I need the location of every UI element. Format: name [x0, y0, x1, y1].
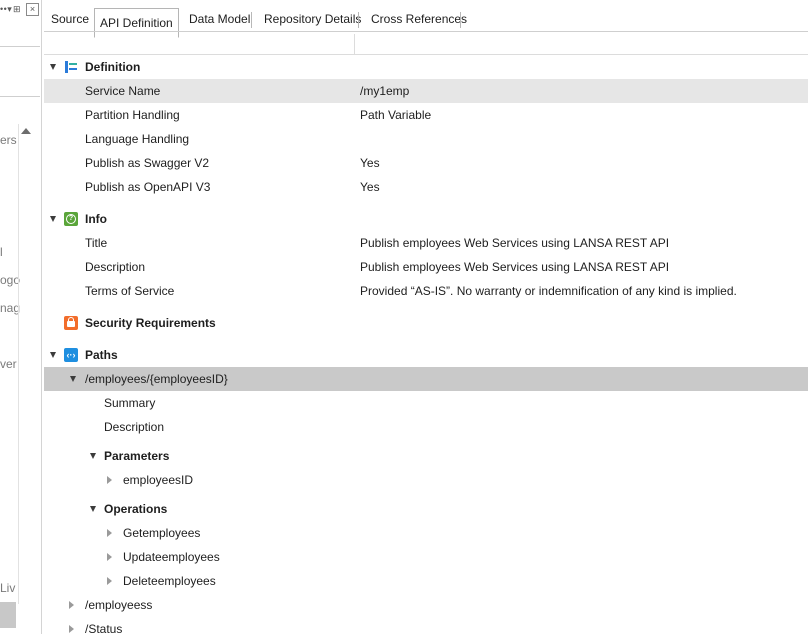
path-row[interactable]	[44, 593, 808, 617]
tab-data-model[interactable]: Data Model	[189, 12, 251, 26]
tab-api-definition[interactable]: API Definition	[94, 8, 179, 38]
tab-bar	[44, 6, 808, 32]
expand-closed-icon[interactable]	[107, 476, 112, 484]
path-label: /employees/{employeesID}	[85, 372, 228, 386]
property-label: Partition Handling	[85, 108, 180, 122]
property-label: Publish as Swagger V2	[85, 156, 210, 170]
lock-icon	[64, 316, 78, 330]
property-value[interactable]: Publish employees Web Services using LANSA REST API	[360, 236, 670, 250]
code-brackets-icon: ‹·›	[64, 348, 78, 362]
tab-source[interactable]: Source	[51, 12, 90, 26]
group-title: Parameters	[104, 449, 170, 463]
property-label: Title	[85, 236, 108, 250]
operation-row[interactable]	[44, 545, 808, 569]
tab-underline	[44, 31, 808, 32]
scroll-up-icon[interactable]	[21, 128, 31, 134]
panel-divider	[0, 46, 40, 47]
panel-text-fragment: Liv	[0, 581, 16, 595]
property-row[interactable]	[44, 175, 808, 199]
property-label: Description	[104, 420, 165, 434]
property-row[interactable]	[44, 127, 808, 151]
section-title: Security Requirements	[85, 316, 216, 330]
panel-text-fragment: ers	[0, 133, 17, 147]
path-row[interactable]	[44, 617, 808, 641]
close-icon[interactable]: ×	[26, 3, 39, 16]
section-paths[interactable]	[44, 343, 808, 367]
operation-label: Deleteemployees	[123, 574, 216, 588]
property-value[interactable]: Provided “AS-IS”. No warranty or indemnification of any kind is implied.	[360, 284, 737, 298]
panel-text-fragment: nag	[0, 301, 21, 315]
operation-row[interactable]	[44, 569, 808, 593]
expand-closed-icon[interactable]	[107, 553, 112, 561]
property-value[interactable]: Path Variable	[360, 108, 432, 122]
operation-label: Updateemployees	[123, 550, 220, 564]
property-label: Publish as OpenAPI V3	[85, 180, 211, 194]
panel-scrollbar[interactable]	[18, 124, 33, 604]
left-panel	[0, 0, 42, 634]
property-row[interactable]	[44, 391, 808, 415]
property-row[interactable]	[44, 279, 808, 303]
property-row[interactable]	[44, 103, 808, 127]
parameter-label: employeesID	[123, 473, 194, 487]
tab-separator	[460, 12, 461, 28]
panel-text-fragment: l	[0, 245, 3, 259]
grid-header	[44, 34, 808, 55]
path-label: /Status	[85, 622, 123, 636]
panel-controls	[0, 4, 41, 18]
tab-separator	[358, 12, 359, 28]
expand-closed-icon[interactable]	[107, 577, 112, 585]
property-value[interactable]: /my1emp	[360, 84, 410, 98]
section-title: Paths	[85, 348, 118, 362]
panel-text-fragment: ogo	[0, 273, 21, 287]
property-row[interactable]	[44, 415, 808, 439]
expand-open-icon[interactable]	[70, 376, 76, 382]
column-divider[interactable]	[354, 34, 355, 54]
property-row[interactable]	[44, 255, 808, 279]
operation-label: Getemployees	[123, 526, 201, 540]
panel-selected-item[interactable]	[0, 602, 16, 628]
expand-closed-icon[interactable]	[69, 601, 74, 609]
expand-open-icon[interactable]	[50, 352, 56, 358]
expand-open-icon[interactable]	[90, 453, 96, 459]
menu-dots-icon[interactable]: • • ▾	[0, 4, 11, 14]
section-title: Info	[85, 212, 107, 226]
property-label: Description	[85, 260, 146, 274]
property-value[interactable]: Yes	[360, 180, 380, 194]
property-value[interactable]: Publish employees Web Services using LANSA REST API	[360, 260, 670, 274]
property-label: Summary	[104, 396, 156, 410]
group-title: Operations	[104, 502, 168, 516]
property-label: Terms of Service	[85, 284, 175, 298]
panel-text-fragment: ver	[0, 357, 17, 371]
tab-cross-references[interactable]: Cross References	[371, 12, 468, 26]
property-row[interactable]	[44, 79, 808, 103]
tab-separator	[251, 12, 252, 28]
tab-repository-details[interactable]: Repository Details	[264, 12, 362, 26]
path-row[interactable]	[44, 367, 808, 391]
panel-divider	[0, 96, 40, 97]
expand-open-icon[interactable]	[90, 506, 96, 512]
section-security-requirements[interactable]	[44, 311, 808, 335]
path-label: /employeess	[85, 598, 153, 612]
property-row[interactable]	[44, 151, 808, 175]
property-value[interactable]: Yes	[360, 156, 380, 170]
parameters-group[interactable]	[44, 444, 808, 468]
property-label: Service Name	[85, 84, 161, 98]
operations-group[interactable]	[44, 497, 808, 521]
definition-icon	[64, 60, 78, 74]
expand-closed-icon[interactable]	[69, 625, 74, 633]
parameter-row[interactable]	[44, 468, 808, 492]
property-label: Language Handling	[85, 132, 190, 146]
info-icon: ?	[64, 212, 78, 226]
section-title: Definition	[85, 60, 141, 74]
section-definition[interactable]	[44, 55, 808, 79]
expand-open-icon[interactable]	[50, 64, 56, 70]
section-info[interactable]	[44, 207, 808, 231]
pin-icon[interactable]: ⊞	[13, 4, 21, 14]
operation-row[interactable]	[44, 521, 808, 545]
expand-open-icon[interactable]	[50, 216, 56, 222]
property-row[interactable]	[44, 231, 808, 255]
expand-closed-icon[interactable]	[107, 529, 112, 537]
